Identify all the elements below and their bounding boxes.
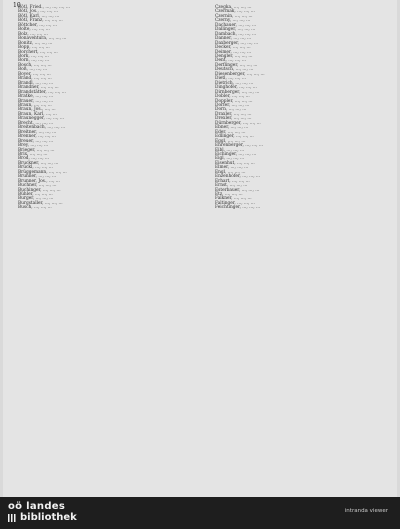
- directory-entry: Czermak, ..., ..., ...: [215, 9, 255, 15]
- directory-entry: Deimer, ..., ..., ...: [215, 49, 252, 55]
- directory-entry: Decker, ..., ..., ...: [215, 45, 251, 51]
- directory-entry: Dirnberger, ..., ..., ...: [215, 89, 260, 95]
- directory-entry: Brod, ..., ..., ...: [18, 156, 50, 162]
- directory-entry: Dengler, ..., ..., ...: [215, 53, 253, 59]
- directory-entry: Diesenberger, ..., ..., ...: [215, 71, 265, 77]
- directory-entry: Drexler, ..., ..., ...: [215, 116, 252, 122]
- directory-entry: Bötl, Karl, ..., ..., ...: [18, 13, 60, 19]
- directory-entry: Eibl, ..., ..., ...: [215, 147, 245, 153]
- directory-entry: Bonitz, ..., ..., ...: [18, 40, 53, 46]
- directory-entry: Buchinger, ..., ..., ...: [18, 187, 61, 193]
- directory-entry: Eder, ..., ..., ...: [215, 129, 246, 135]
- directory-entry: Boß, ..., ..., ...: [18, 67, 48, 73]
- directory-entry: Breitenbach, ..., ..., ...: [18, 125, 66, 131]
- directory-entry: Brenner, ..., ..., ...: [18, 134, 56, 140]
- directory-entry: Engl, ..., ..., ...: [215, 169, 246, 175]
- directory-entry: Bratke, ..., ..., ...: [18, 94, 54, 100]
- directory-entry: Faltinger, ..., ..., ...: [215, 200, 255, 206]
- directory-entry: Bötl, Fried., ..., ..., ..., ...: [18, 5, 70, 10]
- directory-entry: Czerny, ..., ..., ...: [215, 18, 251, 24]
- directory-entry: Brey, ..., ..., ...: [18, 143, 49, 149]
- directory-entry: Ebner, ..., ..., ...: [215, 125, 249, 131]
- directory-entry: Czernin, ..., ..., ...: [215, 13, 253, 19]
- directory-entry: Bühler, ..., ..., ...: [18, 192, 53, 198]
- directory-entry: Bonaventura, ..., ..., ...: [18, 36, 67, 42]
- directory-entry: Burger, ..., ..., ...: [18, 196, 54, 202]
- directory-entry: Dorn, ..., ..., ...: [215, 107, 247, 113]
- directory-entry: Burgstaller, ..., ..., ...: [18, 200, 63, 206]
- directory-entry: Czegka, ..., ..., ...: [215, 5, 252, 10]
- directory-entry: Breuer, ..., ..., ...: [18, 138, 54, 144]
- bars-icon: [8, 514, 17, 522]
- directory-entry: Dambach, ..., ..., ...: [215, 31, 257, 37]
- directory-entry: Born, ..., ..., ...: [18, 58, 50, 64]
- directory-entry: Elmer, ..., ..., ...: [215, 165, 249, 171]
- page-paper: [3, 0, 397, 497]
- logo-line-2: bibliothek: [20, 512, 77, 523]
- directory-entry: Bork, ..., ..., ...: [18, 53, 49, 59]
- directory-entry: Edlinger, ..., ..., ...: [215, 134, 254, 140]
- directory-entry: Buchner, ..., ..., ...: [18, 183, 57, 189]
- directory-entry: Eichinger, ..., ..., ...: [215, 151, 257, 157]
- directory-entry: Brückl, ..., ..., ...: [18, 165, 53, 171]
- directory-entry: Brandl, ..., ..., ...: [18, 80, 54, 86]
- left-column: [18, 6, 190, 211]
- directory-entry: Braun, Karl, ..., ...: [18, 111, 57, 117]
- directory-entry: Bötl, Franz, ..., ..., ...: [18, 18, 63, 24]
- directory-entry: Deutsch, ..., ..., ...: [215, 67, 254, 73]
- directory-entry: Dietl, ..., ..., ...: [215, 76, 246, 82]
- directory-entry: Eggl, ..., ..., ...: [215, 138, 246, 144]
- directory-entry: Feichtinger, ..., ..., ...: [215, 205, 261, 211]
- directory-entry: Danner, ..., ..., ...: [215, 36, 252, 42]
- directory-entry: Draxler, ..., ..., ...: [215, 111, 252, 117]
- directory-entry: Brauer, ..., ..., ...: [18, 98, 54, 104]
- directory-entry: Busch, ..., ..., ...: [18, 205, 52, 211]
- directory-entry: Bolz, ..., ..., ...: [18, 31, 48, 37]
- directory-entry: Breitner, ..., ..., ...: [18, 129, 57, 135]
- directory-entry: Bolte, ..., ..., ...: [18, 27, 50, 33]
- directory-entry: Dietrich, ..., ..., ...: [215, 80, 254, 86]
- logo-line-1: oö landes: [8, 501, 66, 512]
- directory-entry: Bosch, ..., ..., ...: [18, 62, 52, 68]
- directory-entry: Braun, Jos., ..., ...: [18, 107, 56, 113]
- directory-entry: Brieger, ..., ..., ...: [18, 147, 55, 153]
- directory-entry: Doppler, ..., ..., ...: [215, 98, 253, 104]
- logo-line-2-row: [8, 512, 77, 523]
- directory-entry: Dachauer, ..., ..., ...: [215, 22, 257, 28]
- directory-entry: Dobler, ..., ..., ...: [215, 94, 250, 100]
- directory-entry: Braunegger, ..., ..., ...: [18, 116, 64, 122]
- directory-entry: Ehrenberger, ..., ..., ...: [215, 143, 263, 149]
- directory-entry: Falkner, ..., ..., ...: [215, 196, 252, 202]
- directory-entry: Brüggemann, ..., ..., ...: [18, 169, 67, 175]
- directory-entry: Daxberger, ..., ..., ...: [215, 40, 259, 46]
- directory-entry: Etz, ..., ..., ...: [215, 192, 243, 198]
- directory-entry: Böttcher, ..., ..., ...: [18, 22, 57, 28]
- right-column: [215, 6, 387, 211]
- directory-entry: Brecht, ..., ..., ...: [18, 120, 54, 126]
- directory-entry: Enzenhofer, ..., ..., ...: [215, 174, 261, 180]
- directory-entry: Brandstätter, ..., ..., ...: [18, 89, 66, 95]
- directory-entry: Brunner, ..., ..., ...: [18, 174, 57, 180]
- directory-entry: Dinghofer, ..., ..., ...: [215, 85, 257, 91]
- directory-entry: Brand, ..., ..., ...: [18, 76, 52, 82]
- directory-entry: Boyer, ..., ..., ...: [18, 71, 51, 77]
- directory-entry: Eisenhut, ..., ..., ...: [215, 160, 255, 166]
- directory-entry: Bopp, ..., ..., ...: [18, 45, 50, 51]
- directory-entry: Ernst, ..., ..., ...: [215, 183, 248, 189]
- viewer-label: intranda viewer: [344, 508, 388, 514]
- page-number: 10: [13, 2, 21, 9]
- directory-entry: Braun, ..., ..., ...: [18, 102, 52, 108]
- directory-entry: Esterbauer, ..., ..., ...: [215, 187, 260, 193]
- directory-entry: Dent, ..., ..., ...: [215, 58, 246, 64]
- directory-entry: Brunner, Jos., ..., ...: [18, 178, 60, 184]
- directory-entry: Dallinger, ..., ..., ...: [215, 27, 256, 33]
- directory-entry: Derflinger, ..., ..., ...: [215, 62, 258, 68]
- directory-entry: Brandner, ..., ..., ...: [18, 85, 59, 91]
- viewer-footer: [0, 497, 400, 529]
- directory-entry: Erhart, ..., ..., ...: [215, 178, 250, 184]
- directory-entry: Bötl, Jos., ..., ..., ...: [18, 9, 58, 15]
- library-logo[interactable]: [8, 501, 77, 523]
- directory-entry: Dürnberger, ..., ..., ...: [215, 120, 261, 126]
- directory-entry: Dorfer, ..., ..., ...: [215, 102, 250, 108]
- directory-entry: Bruckner, ..., ..., ...: [18, 160, 59, 166]
- directory-entry: Borchert, ..., ..., ...: [18, 49, 58, 55]
- directory-entry: Brix, ..., ..., ...: [18, 151, 48, 157]
- directory-entry: Eigl, ..., ..., ...: [215, 156, 245, 162]
